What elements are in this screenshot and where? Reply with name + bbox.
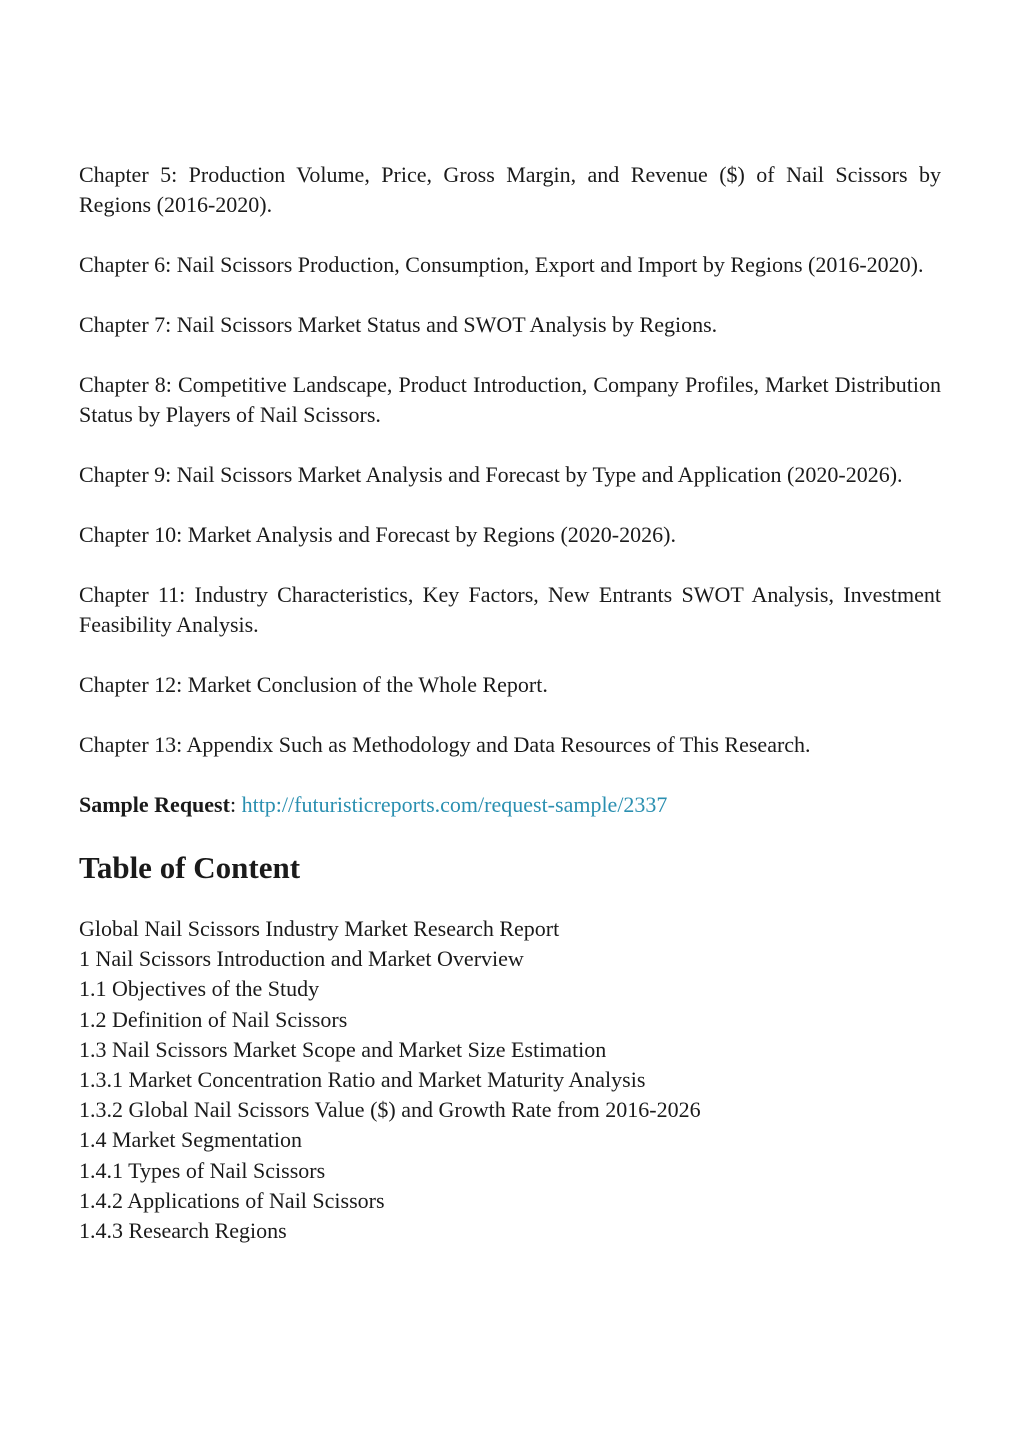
chapter-12-paragraph: Chapter 12: Market Conclusion of the Whole Report. [79, 672, 548, 697]
chapter-8-paragraph: Chapter 8: Competitive Landscape, Product Introduction, Company Profiles, Market Distribution Status by Players of Nail Scissors. [79, 372, 941, 427]
chapter-5-paragraph: Chapter 5: Production Volume, Price, Gross Margin, and Revenue ($) of Nail Scissors by Regions (2016-2020). [79, 162, 941, 217]
chapter-10-paragraph: Chapter 10: Market Analysis and Forecast by Regions (2020-2026). [79, 522, 676, 547]
toc-item: 1.3.2 Global Nail Scissors Value ($) and Growth Rate from 2016-2026 [79, 1097, 701, 1123]
sample-request-link[interactable]: http://futuristicreports.com/request-sample/2337 [241, 792, 668, 817]
toc-item: 1.4.1 Types of Nail Scissors [79, 1157, 326, 1183]
toc-item: 1.4.2 Applications of Nail Scissors [79, 1187, 385, 1213]
chapter-13-paragraph: Chapter 13: Appendix Such as Methodology and Data Resources of This Research. [79, 732, 811, 757]
sample-request-label: Sample Request [79, 792, 230, 817]
toc-item: 1.2 Definition of Nail Scissors [79, 1006, 348, 1032]
toc-item: 1.3.1 Market Concentration Ratio and Market Maturity Analysis [79, 1067, 646, 1093]
toc-item: 1.3 Nail Scissors Market Scope and Market Size Estimation [79, 1036, 607, 1062]
toc-item: 1.4.3 Research Regions [79, 1218, 287, 1244]
chapter-6-paragraph: Chapter 6: Nail Scissors Production, Consumption, Export and Import by Regions (2016-2020). [79, 252, 924, 277]
chapter-9-paragraph: Chapter 9: Nail Scissors Market Analysis and Forecast by Type and Application (2020-2026). [79, 462, 903, 487]
sample-request-separator: : [229, 792, 242, 817]
toc-item: Global Nail Scissors Industry Market Research Report [79, 916, 560, 941]
toc-list [79, 914, 941, 1246]
chapter-7-paragraph: Chapter 7: Nail Scissors Market Status and SWOT Analysis by Regions. [79, 312, 718, 337]
document-page [79, 160, 941, 1246]
toc-heading: Table of Content [79, 850, 301, 885]
sample-request-line [79, 790, 941, 820]
toc-item: 1 Nail Scissors Introduction and Market Overview [79, 946, 524, 972]
toc-item: 1.1 Objectives of the Study [79, 976, 320, 1002]
toc-item: 1.4 Market Segmentation [79, 1127, 303, 1153]
chapter-11-paragraph: Chapter 11: Industry Characteristics, Key Factors, New Entrants SWOT Analysis, Investment Feasibility Analysis. [79, 582, 941, 637]
